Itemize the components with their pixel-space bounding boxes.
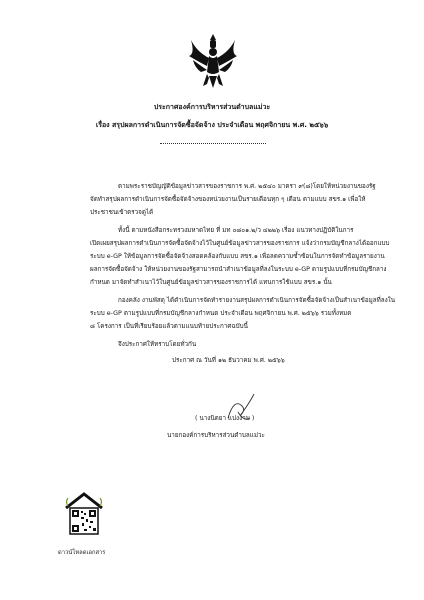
paragraph-3-line-2: ระบบ e-GP ตามรูปแบบที่กรมบัญชีกลางกำหนด ประจำเดือน พฤศจิกายน พ.ศ. ๒๕๖๖ รวมทั้งหมด: [90, 310, 352, 317]
closing-text: จึงประกาศให้ทราบโดยทั่วกัน: [118, 341, 197, 348]
paragraph-3-line-3: ๘ โครงการ เป็นที่เรียบร้อยแล้วตามแนบท้ายประกาศฉบับนี้: [90, 323, 248, 330]
signer-name: ( นางนิตยา แปงงาม ): [195, 415, 255, 422]
paragraph-2-line-3: ระบบ e-GP ให้ข้อมูลการจัดซื้อจัดจ้างสอดคล้องกับแบบ สขร.๑ เพื่อลดความซ้ำซ้อนในการจัดทำข้อมูลรายงาน: [90, 253, 385, 260]
paragraph-2-line-4: ผลการจัดซื้อจัดจ้าง ให้หน่วยงานของรัฐสามารถนำสำเนาข้อมูลที่ลงในระบบ e-GP ตามรูปแบบที่กรมบัญชีกลาง: [90, 266, 387, 273]
paragraph-2-line-1: ทั้งนี้ ตามหนังสือกระทรวงมหาดไทย ที่ มท ๐๘๐๑.๒/ว ๔๒๒๖ เรื่อง แนวทางปฏิบัติในการ: [118, 227, 354, 234]
announcement-date: ประกาศ ณ วันที่ ๑๒ ธันวาคม พ.ศ. ๒๕๖๖: [172, 357, 285, 364]
qr-download-label: ดาวน์โหลดเอกสาร: [58, 550, 106, 556]
paragraph-3-line-1: กองคลัง งานพัสดุ ได้ดำเนินการจัดทำรายงานสรุปผลการดำเนินการจัดซื้อจัดจ้างเป็นสำเนาข้อมูลที่ลงใน: [118, 297, 396, 304]
qr-code-icon[interactable]: [62, 488, 106, 546]
paragraph-1-line-3: ประชาชนเข้าตรวจดูได้: [90, 209, 154, 216]
garuda-emblem-icon: [187, 32, 239, 90]
paragraph-2-line-5: กำหนด มาจัดทำสำเนาไว้ในศูนย์ข้อมูลข่าวสารของราชการได้ แทนการใช้แบบ สขร.๑ นั้น: [90, 279, 332, 286]
paragraph-2-line-2: เปิดเผยสรุปผลการดำเนินการจัดซื้อจัดจ้างไว้ในศูนย์ข้อมูลข่าวสารของราชการ แจ้งว่ากรมบัญชีกลางได้ออกแบบ: [90, 240, 390, 247]
signer-position: นายกองค์การบริหารส่วนตำบลแม่วะ: [167, 432, 265, 439]
title-divider: [160, 143, 266, 144]
paragraph-1-line-2: จัดทำสรุปผลการดำเนินการจัดซื้อจัดจ้างของหน่วยงานเป็นรายเดือนทุก ๆ เดือน ตามแบบ สขร.๑ เพื่อให้: [90, 196, 366, 203]
document-subject: เรื่อง สรุปผลการดำเนินการจัดซื้อจัดจ้าง ประจำเดือน พฤศจิกายน พ.ศ. ๒๕๖๖: [95, 121, 329, 129]
document-title: ประกาศองค์การบริหารส่วนตำบลแม่วะ: [153, 103, 271, 111]
paragraph-1-line-1: ตามพระราชบัญญัติข้อมูลข่าวสารของราชการ พ.ศ. ๒๕๔๐ มาตรา ๙(๘)โดยให้หน่วยงานของรัฐ: [118, 183, 376, 190]
